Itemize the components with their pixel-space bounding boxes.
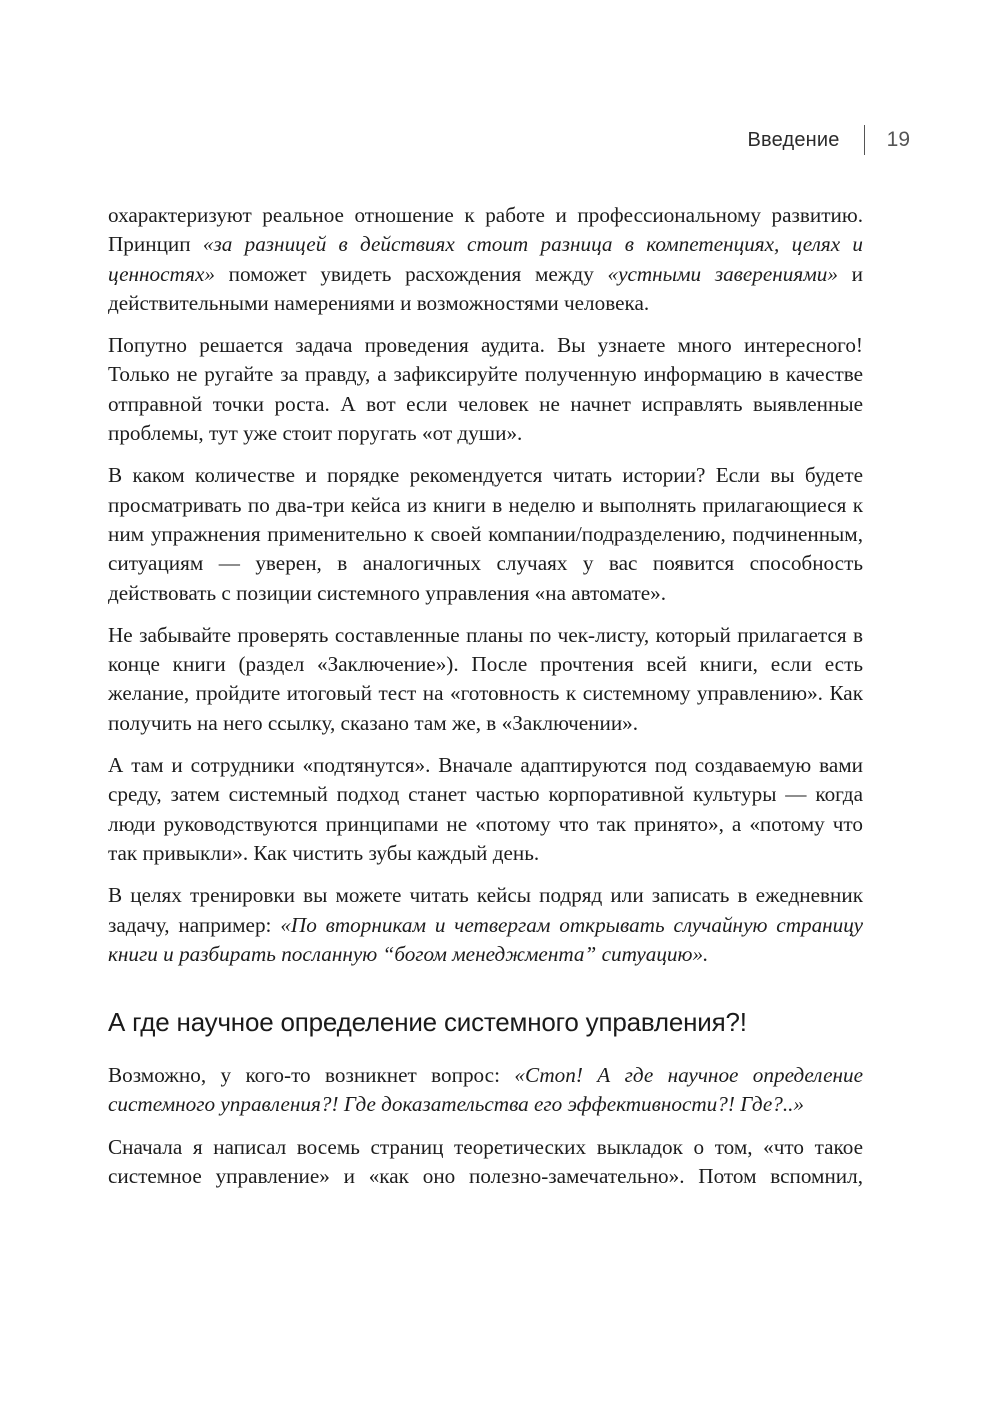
page-number: 19 xyxy=(886,128,910,151)
paragraph-text: и действительными намерениями и возможностями человека. xyxy=(108,261,863,315)
paragraph-text: В целях тренировки вы можете читать кейсы подряд или записать в ежедневник задачу, например: xyxy=(108,883,863,937)
page-body xyxy=(108,201,863,1204)
paragraph-text: Возможно, у кого-то возникнет вопрос: xyxy=(108,1063,515,1088)
paragraph-3: В каком количестве и порядке рекомендуется читать истории? Если вы будете просматривать по два-три кейса из книги в неделю и выполнять прилагающиеся к ним упражнения применительно к своей компании/подразделению, подчиненным, ситуациям — уверен, в аналогичных случаях у вас появится способность действовать с позиции системного управления «на автомате». xyxy=(108,463,863,605)
paragraph-5: А там и сотрудники «подтянутся». Вначале адаптируются под создаваемую вами среду, затем системный подход станет частью корпоративной культуры — когда люди руководствуются принципами не «потому что так принято», а «потому что так привыкли». Как чистить зубы каждый день. xyxy=(108,753,863,865)
paragraph-4: Не забывайте проверять составленные планы по чек-листу, который прилагается в конце книги (раздел «Заключение»). После прочтения всей книги, если есть желание, пройдите итоговый тест на «готовность к системному управлению». Как получить на него ссылку, сказано там же, в «Заключении». xyxy=(108,622,863,735)
paragraph-8: Сначала я написал восемь страниц теоретических выкладок о том, «что такое системное управление» и «как оно полезно-замечательно». Потом вспомнил, xyxy=(108,1134,863,1189)
paragraph-text: поможет увидеть расхождения между xyxy=(214,261,608,286)
section-title: Введение xyxy=(747,128,840,151)
italic-quote: «По вторникам и четвергам открывать случайную страницу книги и разбирать посланную “богом менеджмента” ситуацию». xyxy=(108,912,863,966)
paragraph-2: Попутно решается задача проведения аудита. Вы узнаете много интересного! Только не ругайте за правду, а зафиксируйте полученную информацию в качестве отправной точки роста. А вот если человек не начнет исправлять выявленные проблемы, тут уже стоит поругать «от души». xyxy=(108,333,863,446)
header-divider xyxy=(864,125,865,155)
italic-quote: «устными заверениями» xyxy=(607,261,838,286)
paragraph-text: охарактеризуют реальное отношение к работе и профессиональному развитию. Принцип xyxy=(108,203,863,257)
paragraph-6 xyxy=(108,881,863,969)
paragraph-7 xyxy=(108,1061,863,1120)
section-heading: А где научное определение системного управления?! xyxy=(108,1007,747,1038)
italic-quote: «за разницей в действиях стоит разница в компетенциях, целях и ценностях» xyxy=(108,232,863,286)
italic-quote: «Стоп! А где научное определение системного управления?! Где доказательства его эффективности?! Где?..» xyxy=(108,1063,863,1117)
paragraph-1 xyxy=(108,201,863,318)
running-head xyxy=(747,124,910,156)
